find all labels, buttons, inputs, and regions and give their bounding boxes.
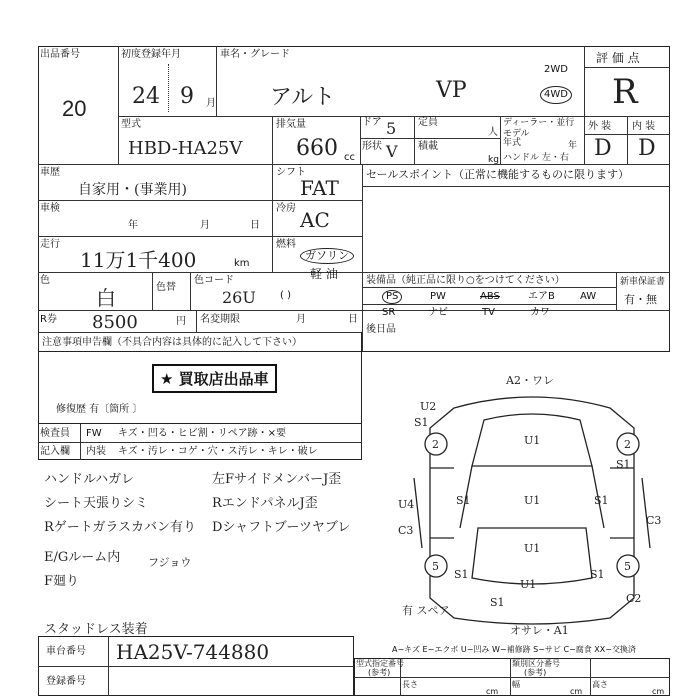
exterior-label: 外 装	[588, 121, 612, 132]
exterior-score: D	[594, 136, 612, 161]
inspection-label: 車検	[40, 203, 60, 214]
type-label: 型式	[121, 119, 141, 130]
equip-leather: カワ	[530, 307, 550, 318]
equip-navi: ナビ	[428, 307, 448, 318]
mileage-label: 走行	[40, 239, 60, 250]
type-value: HBD-HA25V	[128, 138, 243, 159]
recycle-label: R券	[40, 314, 57, 325]
inspector-exterior-items: キズ・凹る・ヒビ割・リペア跡・×要	[118, 428, 286, 439]
circled-label: 2	[432, 438, 439, 451]
usage-label: 車歴	[40, 167, 60, 178]
diagram-top-note: A2・ワレ	[506, 374, 554, 387]
rear-goods-label: 後日品	[366, 324, 396, 335]
damage-code: U4	[398, 498, 415, 511]
circled-label: 5	[432, 560, 439, 573]
remark: 左FサイドメンバーJ歪	[212, 472, 342, 487]
name-change-label: 名変期限	[200, 314, 240, 325]
fuel-gasoline: ガソリン	[300, 248, 354, 264]
chassis-number: HA25V-744880	[116, 640, 270, 664]
doors-label: ドア	[362, 117, 382, 128]
first-reg-label: 初度登録年月	[121, 49, 181, 60]
color-label: 色	[40, 275, 50, 286]
spare-tire-note: 有 スペア	[402, 604, 450, 617]
car-damage-diagram	[394, 368, 670, 638]
damage-code: U1	[524, 494, 541, 507]
repair-history: 修復歴 有〔箇所 〕	[56, 404, 143, 415]
damage-code: C2	[626, 592, 642, 605]
displacement-label: 排気量	[276, 119, 306, 130]
damage-code: U2	[420, 400, 437, 413]
color-value: 白	[96, 286, 116, 310]
lot-number: 20	[62, 96, 87, 121]
dealer-label: ディーラー・並行	[503, 118, 575, 128]
body-shape: V	[386, 142, 398, 161]
displacement-value: 660	[296, 136, 338, 161]
first-reg-year: 24	[132, 84, 160, 109]
damage-code: S1	[616, 458, 631, 471]
equip-sr: SR	[382, 307, 396, 318]
registration-label: 登録番号	[46, 676, 86, 687]
damage-code: C3	[646, 514, 662, 527]
remark: スタッドレス装着	[44, 622, 148, 637]
remark: ハンドルハガレ	[44, 472, 135, 487]
equip-airbag: エアB	[528, 291, 555, 302]
car-grade: VP	[436, 78, 467, 103]
shift-value: FAT	[300, 176, 339, 200]
damage-code: S1	[456, 494, 471, 507]
damage-code: U1	[524, 542, 541, 555]
warranty-value: 有・無	[624, 293, 657, 306]
sales-point-label: セールスポイント（正常に機能するものに限ります）	[366, 168, 630, 181]
color-code: 26U	[222, 288, 256, 307]
remark: E/Gルーム内	[44, 550, 121, 565]
notes-label: 注意事項申告欄（不具合内容は具体的に記入して下さい）	[42, 337, 302, 348]
recycle-value: 8500	[92, 312, 138, 333]
drive-2wd: 2WD	[544, 64, 568, 75]
chassis-label: 車台番号	[46, 646, 86, 657]
remark: Rゲートガラスカバン有り	[44, 520, 197, 535]
damage-code: S1	[454, 568, 469, 581]
car-model: アルト	[270, 85, 336, 110]
remark: F廻り	[44, 574, 80, 589]
equip-ps: PS	[382, 290, 402, 304]
equip-aw: AW	[580, 291, 597, 302]
equip-abs: ABS	[480, 291, 500, 302]
damage-code: S1	[594, 494, 609, 507]
damage-code: U1	[524, 434, 541, 447]
damage-code: S1	[414, 416, 429, 429]
color-code-label: 色コード	[194, 275, 234, 286]
damage-code: S1	[590, 568, 605, 581]
score-value: R	[612, 72, 638, 112]
usage-value: 自家用・(事業用)	[78, 182, 187, 198]
damage-code: C3	[398, 524, 414, 537]
remark: RエンドパネルJ歪	[212, 496, 318, 511]
shift-label: シフト	[276, 167, 306, 178]
ac-value: AC	[300, 208, 330, 232]
inspector-interior-items: キズ・汚レ・コゲ・穴・ス汚レ・キレ・破レ	[118, 446, 318, 457]
first-reg-month: 9	[180, 84, 194, 109]
score-label: 評 価 点	[596, 51, 640, 65]
ac-label: 冷房	[276, 203, 296, 214]
circled-label: 5	[624, 560, 631, 573]
equipment-label: 装備品（純正品に限り○をつけてください）	[366, 275, 565, 286]
remark: Dシャフトブーツヤブレ	[212, 520, 351, 535]
inspector-label: 検査員	[40, 428, 70, 439]
interior-label: 内 装	[632, 121, 656, 132]
damage-legend: A−キズ E−エクボ U−凹み W−補修跡 S−サビ C−腐食 XX−交換済	[392, 645, 636, 654]
drive-4wd: 4WD	[540, 86, 572, 104]
lot-label: 出品番号	[40, 49, 80, 60]
equip-tv: TV	[482, 307, 495, 318]
remark: フジョウ	[148, 556, 192, 569]
equip-pw: PW	[430, 291, 446, 302]
damage-code: U1	[520, 578, 537, 591]
interior-score: D	[638, 136, 656, 161]
remark: シート天張りシミ	[44, 496, 149, 511]
buyback-banner: ★ 買取店出品車	[152, 364, 277, 393]
doors-value: 5	[386, 119, 397, 138]
damage-code: S1	[490, 596, 505, 609]
diagram-bottom-note: オサレ・A1	[510, 624, 569, 637]
fuel-label: 燃料	[276, 239, 296, 250]
mileage-value: 11万1千400	[80, 248, 197, 272]
circled-label: 2	[624, 438, 631, 451]
car-name-label: 車名・グレード	[220, 49, 290, 60]
